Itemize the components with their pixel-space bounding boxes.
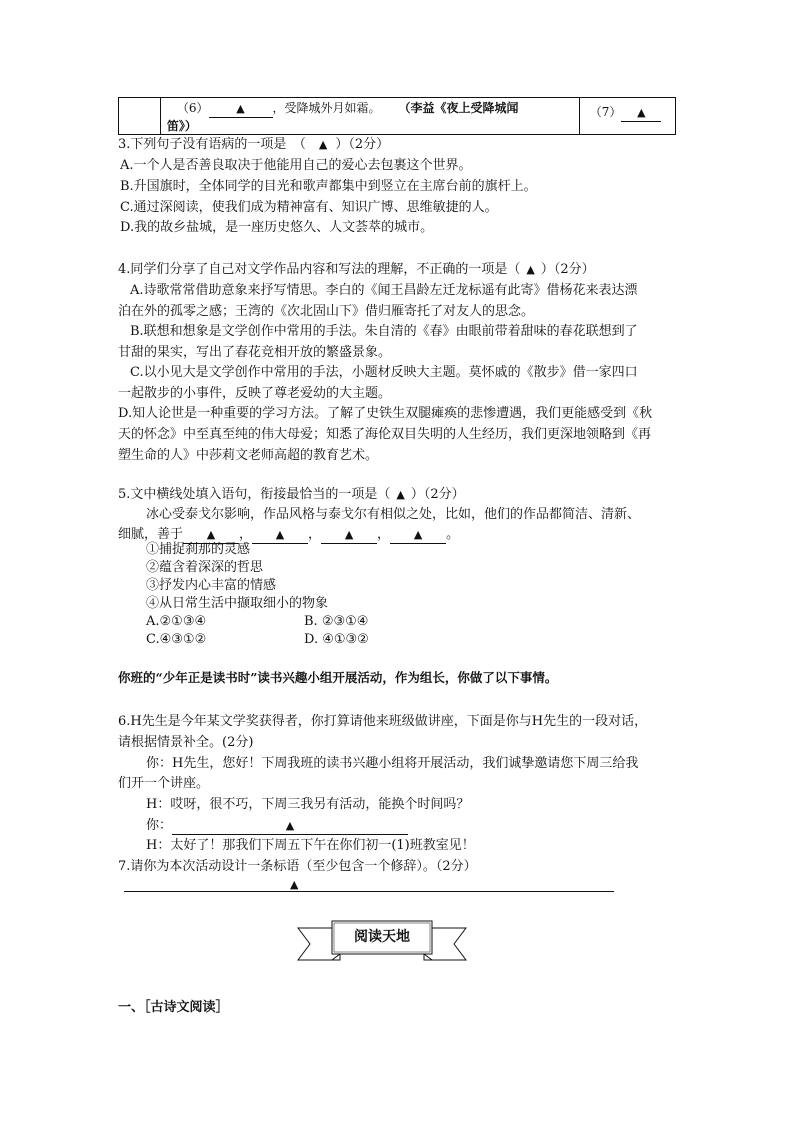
triangle-mark-icon: ▲ <box>318 138 328 151</box>
q5-choice-b: B. ②③①④ <box>304 614 369 629</box>
q6-dialog-you-1b: 们开一个讲座。 <box>118 776 210 791</box>
q3-score: ）（2分） <box>335 137 390 152</box>
q5-item: ②蕴含着深深的哲思 <box>146 560 264 575</box>
triangle-mark-icon: ▲ <box>285 819 295 832</box>
q6-you2-label: 你： <box>146 818 173 833</box>
q4-line: D.知人论世是一种重要的学习方法。了解了史铁生双腿瘫痪的悲惨遭遇，我们更能感受到《秋 <box>118 406 653 421</box>
q5-blank-4[interactable] <box>390 527 446 544</box>
triangle-mark-icon: ▲ <box>275 528 285 541</box>
banner-title: 阅读天地 <box>354 929 410 945</box>
q5-blank-2[interactable] <box>252 527 308 544</box>
q6-answer-blank[interactable] <box>172 818 408 835</box>
q5-para2-prefix: 细腻，善于 <box>118 527 184 542</box>
q6-dialog-you-1: 你：H先生，您好！下周我班的读书兴趣小组将开展活动，我们诚挚邀请您下周三给我 <box>146 756 639 771</box>
q6-stem-1: 6.H先生是今年某文学奖获得者，你打算请他来班级做讲座，下面是你与H先生的一段对话， <box>118 714 648 729</box>
q4-line: 一起散步的小事件，反映了尊老爱幼的大主题。 <box>118 386 392 401</box>
q4-line: 甘甜的果实，写出了春花竞相开放的繁盛景象。 <box>118 345 392 360</box>
q7-stem: 7.请你为本次活动设计一条标语（至少包含一个修辞）。（2分） <box>118 859 477 874</box>
q5-choice-d: D. ④①③② <box>304 632 369 647</box>
q5-choice-a: A.②①③④ <box>146 614 207 629</box>
q5-choice-c: C.④③①② <box>146 632 207 647</box>
item6-blank[interactable] <box>209 100 273 118</box>
q5-blank-3[interactable] <box>321 527 377 544</box>
q4-stem <box>118 261 595 279</box>
q6-dialog-you-2 <box>146 817 408 835</box>
triangle-mark-icon: ▲ <box>526 263 535 276</box>
item6-text: ，受降城外月如霜。 <box>272 101 381 115</box>
q5-item: ③抒发内心丰富的情感 <box>146 578 277 593</box>
triangle-mark-icon: ▲ <box>206 528 216 541</box>
q6-stem-2: 请根据情景补全。(2分) <box>118 735 254 750</box>
q5-stem-text: 5.文中横线处填入语句，衔接最恰当的一项是（ <box>118 487 391 502</box>
q3-stem <box>118 136 389 154</box>
q6-dialog-h-1: H：哎呀，很不巧，下周三我另有活动，能换个时间吗？ <box>146 797 470 812</box>
item6-prefix: （6） <box>176 101 209 115</box>
triangle-mark-icon: ▲ <box>413 528 423 541</box>
item7-prefix: （7） <box>589 105 622 119</box>
q4-line: 天的怀念》中至真至纯的伟大母爱；知悉了海伦双目失明的人生经历，我们更深地领略到《再 <box>118 427 652 442</box>
q4-line: 塑生命的人》中莎莉文老师高超的教育艺术。 <box>118 448 379 463</box>
q3-option-d: D.我的故乡盐城，是一座历史悠久、人文荟萃的城市。 <box>120 220 434 235</box>
table-cell-item7 <box>579 98 675 135</box>
q4-line: C.以小见大是文学创作中常用的手法，小题材反映大主题。莫怀戚的《散步》借一家四口 <box>130 365 638 380</box>
section-heading: 一、［古诗文阅读］ <box>118 1000 229 1015</box>
triangle-mark-icon: ▲ <box>290 878 299 891</box>
triangle-mark-icon: ▲ <box>637 106 646 119</box>
triangle-mark-icon: ▲ <box>236 102 245 115</box>
q4-score: ）（2分） <box>540 262 595 277</box>
q3-option-b: B.升国旗时，全体同学的目光和歌声都集中到竖立在主席台前的旗杆上。 <box>120 179 537 194</box>
triangle-mark-icon: ▲ <box>344 528 354 541</box>
q6-dialog-h-2: H：太好了！那我们下周五下午在你们初一(1)班教室见！ <box>146 838 475 853</box>
q3-stem-text: 3.下列句子没有语病的一项是 （ <box>118 137 319 152</box>
triangle-mark-icon: ▲ <box>396 488 405 501</box>
q5-item: ①捕捉刹那的灵感 <box>146 542 251 557</box>
q4-stem-text: 4.同学们分享了自己对文学作品内容和写法的理解，不正确的一项是（ <box>118 262 521 277</box>
item6-source-cont: 笛》） <box>166 119 197 133</box>
q5-item: ④从日常生活中撷取细小的物象 <box>146 596 329 611</box>
q3-option-c: C.通过深阅读，使我们成为精神富有、知识广博、思维敏捷的人。 <box>120 200 498 215</box>
answer-table <box>118 97 676 135</box>
q7-answer-line[interactable] <box>124 891 614 892</box>
q5-comma: ， <box>308 527 322 542</box>
q5-stem <box>118 486 465 504</box>
q5-comma: ， <box>239 527 253 542</box>
q5-para1: 冰心受泰戈尔影响，作品风格与泰戈尔有相似之处，比如，他们的作品都简洁、清新、 <box>146 507 641 522</box>
q4-line: B.联想和想象是文学创作中常用的手法。朱自清的《春》由眼前带着甜味的春花联想到了 <box>130 324 638 339</box>
activity-intro: 你班的“少年正是读书时”读书兴趣小组开展活动，作为组长，你做了以下事情。 <box>118 670 558 685</box>
item7-blank[interactable] <box>621 104 661 122</box>
q5-score: ）（2分） <box>410 487 465 502</box>
item6-source: （李益《夜上受降城闻 <box>398 101 519 115</box>
q4-line: 泊在外的孤零之感；王湾的《次北固山下》借归雁寄托了对友人的思念。 <box>118 304 535 319</box>
q4-line: A.诗歌常常借助意象来抒写情思。李白的《闻王昌龄左迁龙标遥有此寄》借杨花来表达漂 <box>130 283 638 298</box>
q5-comma: ， <box>377 527 391 542</box>
q5-period: 。 <box>446 527 460 542</box>
q3-option-a: A.一个人是否善良取决于他能用自己的爱心去包裹这个世界。 <box>120 158 472 173</box>
table-cell-empty <box>119 98 161 135</box>
table-cell-item6 <box>160 98 579 135</box>
table-row <box>119 98 676 135</box>
